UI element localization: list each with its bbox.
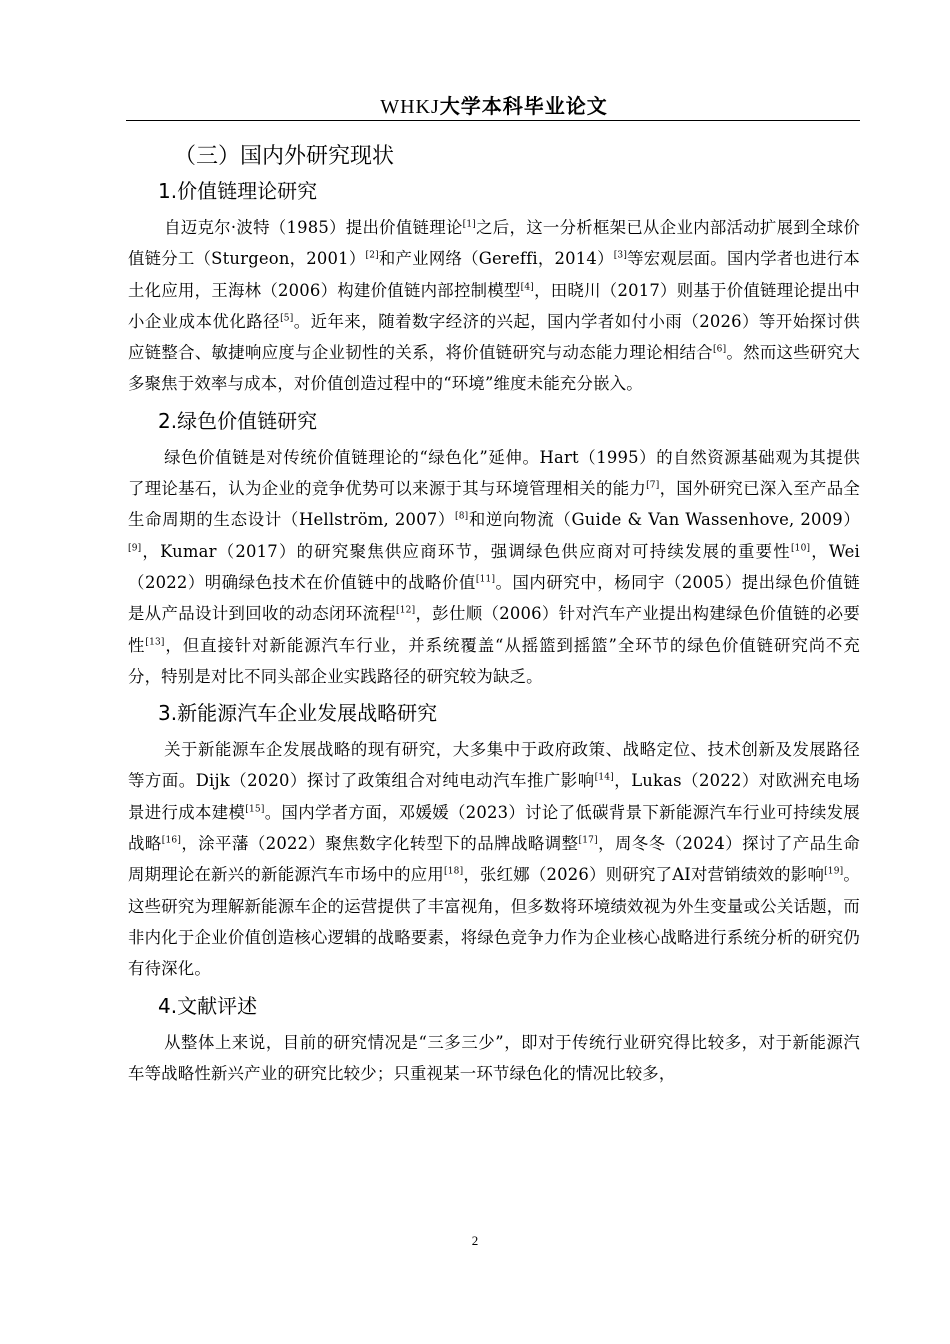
header-rule <box>126 120 860 121</box>
paragraph-green-value-chain <box>128 442 860 692</box>
citation-ref: [3] <box>613 250 628 261</box>
paragraph-text: 之后，这一分析框架已从企业内部活动扩展到全球价值链分工（Sturgeon，2001） <box>128 218 860 269</box>
paragraph-text: 。国内学者方面，邓媛媛（2023）讨论了低碳背景下新能源汽车行业可持续发展战略 <box>128 802 860 854</box>
paragraph-text: ，但直接针对新能源汽车行业，并系统覆盖“从摇篮到摇篮”全环节的绿色价值链研究尚不充分，特别是对比不同头部企业实践路径的研究较为缺乏。 <box>128 635 860 686</box>
paragraph-text: 和产业网络（Gereffi，2014） <box>378 249 614 269</box>
paragraph-text: ，Kumar（2017）的研究聚焦供应商环节，强调绿色供应商对可持续发展的重要性 <box>141 541 791 561</box>
paragraph-literature-review <box>128 1027 860 1090</box>
citation-ref: [11] <box>475 574 496 585</box>
paragraph-text: 从整体上来说，目前的研究情况是“三多三少”，即对于传统行业研究得比较多，对于新能源汽车等战略性新兴产业的研究比较少；只重视某一环节绿色化的情况比较多， <box>128 1032 860 1083</box>
citation-ref: [6] <box>712 344 727 355</box>
header-title-cjk: 大学本科毕业论文 <box>439 94 608 118</box>
paragraph-value-chain <box>128 212 860 400</box>
citation-ref: [1] <box>462 219 476 230</box>
paragraph-text: ，周冬冬（2024）探讨了产品生命周期理论在新兴的新能源汽车市场中的应用 <box>128 834 860 885</box>
paragraph-text: 。近年来，随着数字经济的兴起，国内学者如付小雨（2026）等开始探讨供应链整合、敏捷响应度与企业韧性的关系，将价值链研究与动态能力理论相结合 <box>128 311 860 363</box>
citation-ref: [4] <box>520 282 535 293</box>
running-header <box>128 92 860 121</box>
paragraph-text: ，国外研究已深入至产品全生命周期的生态设计（Hellström, 2007） <box>128 479 861 530</box>
subsection-heading-2: 2.绿色价值链研究 <box>158 408 318 433</box>
citation-ref: [18] <box>444 866 464 877</box>
paragraph-text: ，田晓川（2017）则基于价值链理论提出中小企业成本优化路径 <box>128 280 860 331</box>
section-heading: （三）国内外研究现状 <box>174 144 395 169</box>
paragraph-text: 和逆向物流（Guide & Van Wassenhove, 2009） <box>468 510 860 530</box>
citation-ref: [8] <box>455 511 469 522</box>
citation-ref: [9] <box>128 543 142 554</box>
paragraph-text: 。然而这些研究大多聚焦于效率与成本，对价值创造过程中的“环境”维度未能充分嵌入。 <box>128 343 860 394</box>
paragraph-text: ，Lukas（2022）对欧洲充电场景进行成本建模 <box>128 771 860 822</box>
citation-ref: [17] <box>578 835 598 846</box>
paragraph-nev-strategy <box>128 734 860 984</box>
citation-ref: [13] <box>145 637 165 648</box>
paragraph-text: 。国内研究中，杨同宇（2005）提出绿色价值链是从产品设计到回收的动态闭环流程 <box>128 572 860 624</box>
paragraph-text: 自迈克尔·波特（1985）提出价值链理论 <box>164 218 463 237</box>
header-title-latin: WHKJ <box>380 96 440 118</box>
citation-ref: [16] <box>161 835 182 846</box>
paragraph-text: ，Wei（2022）明确绿色技术在价值链中的战略价值 <box>128 541 860 592</box>
citation-ref: [14] <box>594 772 614 783</box>
body-content <box>128 140 860 1095</box>
citation-ref: [2] <box>365 250 379 261</box>
subsection-heading-4: 4.文献评述 <box>158 993 258 1018</box>
page-number: 2 <box>471 1233 479 1248</box>
citation-ref: [10] <box>790 543 811 554</box>
paragraph-text: ，彭仕顺（2006）针对汽车产业提出构建绿色价值链的必要性 <box>128 604 861 655</box>
citation-ref: [12] <box>396 605 416 616</box>
citation-ref: [5] <box>280 313 294 324</box>
subsection-heading-3: 3.新能源汽车企业发展战略研究 <box>158 701 438 726</box>
citation-ref: [15] <box>245 804 265 815</box>
subsection-heading-1: 1.价值链理论研究 <box>158 179 318 203</box>
paragraph-text: ，涂平藩（2022）聚焦数字化转型下的品牌战略调整 <box>181 834 579 854</box>
paragraph-text: 关于新能源车企发展战略的现有研究，大多集中于政府政策、战略定位、技术创新及发展路径等方面。Dijk（2020）探讨了政策组合对纯电动汽车推广影响 <box>128 740 860 791</box>
paragraph-text: 绿色价值链是对传统价值链理论的“绿色化”延伸。Hart（1995）的自然资源基础观为其提供了理论基石，认为企业的竞争优势可以来源于其与环境管理相关的能力 <box>128 447 860 499</box>
paragraph-text: 等宏观层面。国内学者也进行本土化应用，王海林（2006）构建价值链内部控制模型 <box>128 249 860 300</box>
citation-ref: [19] <box>824 866 844 877</box>
citation-ref: [7] <box>646 480 660 491</box>
paragraph-text: ，张红娜（2026）则研究了AI对营销绩效的影响 <box>463 865 825 885</box>
paragraph-text: 。这些研究为理解新能源车企的运营提供了丰富视角，但多数将环境绩效视为外生变量或公关话题，而非内化于企业价值创造核心逻辑的战略要素，将绿色竞争力作为企业核心战略进行系统分析的研究仍有待深化。 <box>128 865 861 979</box>
